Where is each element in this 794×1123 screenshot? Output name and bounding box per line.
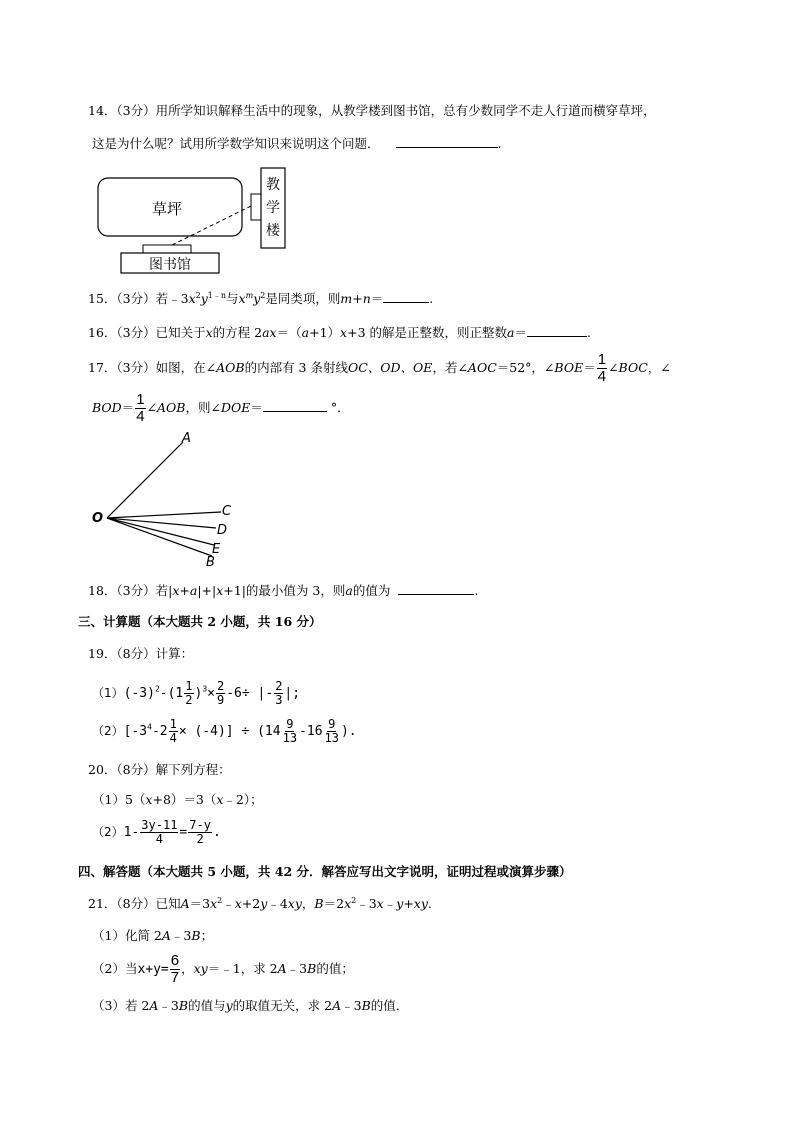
q21-var: A: [332, 998, 342, 1013]
q16-line: [88, 324, 591, 341]
q17-text: ，若∠: [432, 360, 468, 375]
q21-var: xy: [287, 896, 302, 911]
q19-part2: [92, 714, 357, 749]
q21-frac-num: 6: [170, 952, 180, 970]
point-b-label: B: [206, 555, 215, 568]
q21-exp: 2: [351, 895, 357, 905]
q19-fraction: [274, 680, 283, 706]
q19-expr: -6÷ |-: [226, 686, 274, 701]
q17-angle-name: AOC: [467, 360, 497, 375]
q21-var: y: [396, 896, 404, 911]
q21-var: B: [314, 896, 324, 911]
q21-text: ＝3: [189, 896, 211, 911]
q17-text: 17．（3分）如图，在∠: [88, 360, 217, 375]
q21-text: ，: [301, 896, 315, 911]
q21-var: B: [191, 928, 201, 943]
q21-p2-text: ，: [181, 961, 194, 976]
q17-angle-name: AOB: [157, 400, 186, 415]
ray-ob: [107, 518, 212, 556]
q19-frac-den: 13: [324, 731, 339, 745]
building-door: [251, 194, 261, 220]
q18-end: .: [474, 583, 479, 598]
q20-part2: [92, 815, 221, 850]
q20-expr: =: [179, 825, 188, 840]
q21-p2-text: ﹣3: [286, 961, 308, 976]
q17-angle-symbol: ∠: [608, 360, 619, 375]
q15-answer-blank[interactable]: [383, 290, 429, 303]
q21-line: [88, 896, 432, 912]
q20-p2-label: （2）: [92, 825, 124, 839]
point-a-label: A: [182, 431, 191, 446]
q15-var: y: [200, 291, 208, 306]
q21-p3-text: 的取值无关，求 2: [232, 998, 333, 1013]
q17-frac-den: 4: [597, 368, 607, 385]
q17-text: ＝52°，∠: [496, 360, 555, 375]
q19-exp: 4: [147, 722, 152, 732]
q19-expr: -(1: [159, 686, 184, 701]
q21-p3-text: ﹣3: [158, 998, 179, 1013]
point-d-label: D: [217, 523, 228, 538]
ray-oc: [107, 512, 221, 518]
q20-expr: .: [212, 825, 221, 840]
shortcut-path: [172, 206, 251, 245]
q14-figure: [92, 162, 292, 278]
q21-var: A: [180, 896, 190, 911]
q20-part1: [92, 792, 263, 808]
q19-frac-num: 9: [286, 717, 294, 732]
q20-frac-num: 7-y: [189, 818, 211, 833]
q19-frac-num: 1: [185, 679, 193, 694]
q14-text1: 14．（3分）用所学知识解释生活中的现象，从教学楼到图书馆，总有少数同学不走人行道而横穿草坪，: [88, 103, 656, 118]
point-e-label: E: [212, 542, 221, 557]
q15-line: [88, 290, 433, 307]
q21-var: A: [149, 998, 159, 1013]
q15-end: .: [429, 291, 434, 306]
q17-fraction-2: [135, 392, 145, 425]
q20-expr: 1-: [123, 825, 140, 840]
q21-text: +2: [241, 896, 261, 911]
q19-frac-num: 1: [169, 717, 177, 732]
q20-p1-text: （1）5（: [92, 792, 146, 807]
q17-eq: ＝: [121, 400, 135, 415]
q17-answer-blank[interactable]: [263, 399, 327, 412]
q16-text: 的方程 2: [212, 325, 263, 340]
q17-angle-name: BOE: [554, 360, 584, 375]
q16-eq: ＝: [514, 325, 527, 340]
q17-text: ，∠: [647, 360, 671, 375]
q19-p1-label: （1）: [92, 686, 124, 700]
q21-var: xy: [193, 961, 208, 976]
q20-fraction: [188, 819, 212, 845]
q20-p1-text: +8）＝3（: [152, 792, 217, 807]
ray-od: [107, 518, 216, 528]
q21-var: x: [234, 896, 242, 911]
q21-var: xy: [413, 896, 428, 911]
building-char-3: 楼: [266, 223, 280, 239]
q18-prefix: 18．（3分）若|: [88, 583, 173, 598]
q21-var: B: [307, 961, 317, 976]
q15-eq: ＝: [370, 291, 384, 306]
q19-frac-den: 2: [185, 693, 193, 707]
q17-angle-name: DOE: [220, 400, 251, 415]
q17-eq: ＝: [583, 360, 596, 375]
q17-angle-symbol: ∠: [146, 400, 158, 415]
q21-p2-text: （2）当: [92, 961, 138, 976]
q19-fraction: [282, 718, 298, 744]
q18-var: x: [216, 583, 224, 598]
q21-part3: [92, 998, 408, 1014]
q14-line2: [92, 135, 501, 152]
q21-var: y: [225, 998, 233, 1013]
q21-p1-text: （1）化简 2: [92, 928, 162, 943]
q21-var: A: [161, 928, 171, 943]
q17-frac-den: 4: [136, 408, 145, 425]
q17-angle-name: BOC: [618, 360, 648, 375]
q15-prefix: 15．（3分）若﹣3: [88, 291, 189, 306]
q21-part1: [92, 928, 213, 944]
point-o-label: O: [92, 511, 104, 526]
q21-text: 21．（8分）已知: [88, 896, 181, 911]
q19-expr: ×: [207, 686, 215, 701]
q20-var: x: [216, 792, 224, 807]
q17-line2: [92, 389, 350, 427]
q19-expr: ).: [340, 724, 357, 739]
q16-end: .: [586, 325, 591, 340]
q15-var: x: [238, 291, 246, 306]
q21-p3-text: （3）若 2: [92, 998, 150, 1013]
q16-var: x: [205, 325, 213, 340]
q21-var: x: [376, 896, 384, 911]
q15-exp: 2: [260, 290, 266, 300]
q16-answer-blank[interactable]: [527, 324, 587, 337]
q18-var: a: [345, 583, 353, 598]
q18-var: x: [172, 583, 180, 598]
building-char-1: 教: [266, 177, 280, 193]
q16-text: +3 的解是正整数，则正整数: [347, 325, 507, 340]
q17-angle-name: AOB: [216, 360, 245, 375]
q20-title: 20．（8分）解下列方程：: [88, 762, 231, 777]
q19-exp: 3: [202, 684, 208, 694]
q20-p1-text: ﹣2）；: [223, 792, 263, 807]
q19-part1: [92, 676, 300, 711]
q14-line1: [88, 103, 656, 119]
q19-frac-num: 2: [216, 679, 225, 694]
q21-text: ＝2: [323, 896, 345, 911]
q21-p3-text: 的值．: [370, 998, 409, 1013]
q16-var: a: [301, 325, 310, 340]
q21-var: x: [344, 896, 352, 911]
q21-text: ﹣4: [267, 896, 288, 911]
q14-end: .: [497, 136, 502, 151]
q19-frac-den: 9: [216, 693, 225, 707]
point-c-label: C: [222, 504, 232, 519]
q20-var: x: [145, 792, 153, 807]
q15-var: x: [188, 291, 196, 306]
q17-degree: °．: [330, 400, 350, 415]
q21-p3-text: 的值与: [188, 998, 226, 1013]
q15-expr: m+n: [340, 291, 371, 306]
building-char-2: 学: [266, 200, 280, 216]
library-entrance: [143, 245, 191, 253]
q15-exp: 1﹣n: [207, 290, 227, 300]
q17-frac-num: 1: [136, 391, 145, 409]
q20-frac-num: 3y-11: [141, 818, 178, 833]
q21-frac-den: 7: [170, 969, 180, 986]
q21-p2-text: 的值；: [316, 961, 354, 976]
q21-var: x: [210, 896, 218, 911]
q16-text: ＝（: [276, 325, 302, 340]
q19-expr: (-3): [123, 686, 155, 701]
q14-answer-blank[interactable]: [396, 135, 498, 148]
q15-var: y: [253, 291, 261, 306]
q21-exp: 2: [217, 895, 223, 905]
q19-frac-den: 13: [282, 731, 298, 745]
q18-answer-blank[interactable]: [398, 582, 474, 595]
q19-expr: -16: [299, 724, 323, 739]
q18-text: 的值为: [352, 583, 391, 598]
ray-oa: [107, 442, 183, 518]
q19-title: 19．（8分）计算：: [88, 646, 194, 661]
q19-fraction: [324, 718, 340, 744]
q15-mid: 是同类项，则: [265, 291, 341, 306]
q21-text: ﹣: [383, 896, 397, 911]
lawn-label: 草坪: [151, 200, 183, 218]
q17-line1: [88, 349, 671, 387]
section-3-heading: 三、计算题（本大题共 2 小题，共 16 分）: [78, 614, 322, 629]
q14-text2: 这是为什么呢？试用所学数学知识来说明这个问题．: [92, 136, 380, 151]
q21-text: ﹣: [222, 896, 235, 911]
q19-frac-num: 2: [275, 679, 283, 694]
q18-text: |+|: [197, 583, 217, 598]
q19-expr: × (-4)] ÷ (14: [178, 724, 281, 739]
q15-exp: 2: [195, 290, 201, 300]
library-label: 图书馆: [149, 257, 191, 273]
q21-text: .: [427, 896, 432, 911]
q19-expr: |;: [284, 686, 301, 701]
q19-expr: -2: [151, 724, 168, 739]
q21-var: B: [361, 998, 371, 1013]
q16-text: +1）: [309, 325, 341, 340]
q21-fraction: [170, 953, 180, 986]
q16-prefix: 16．（3分）已知关于: [88, 325, 206, 340]
q15-exp: m: [245, 290, 254, 300]
q18-text: +: [179, 583, 190, 598]
q19-frac-num: 9: [328, 717, 336, 732]
q21-var: y: [260, 896, 268, 911]
q21-p1-text: ﹣3: [170, 928, 192, 943]
q16-var: ax: [262, 325, 277, 340]
q17-text: ，则∠: [185, 400, 221, 415]
q21-p3-text: ﹣3: [341, 998, 362, 1013]
q19-fraction: [184, 680, 193, 706]
q19-fraction: [169, 718, 178, 744]
q16-var: x: [340, 325, 348, 340]
section-4-heading: 四、解答题（本大题共 5 小题，共 42 分．解答应写出文字说明，证明过程或演算步骤）: [78, 864, 572, 879]
q21-text: +: [403, 896, 414, 911]
q19-frac-den: 4: [169, 731, 177, 745]
q21-p2-text: ＝﹣1，求 2: [207, 961, 278, 976]
q16-var: a: [507, 325, 515, 340]
q21-text: ﹣3: [356, 896, 377, 911]
q21-part2: [92, 952, 354, 987]
q17-text: 的内部有 3 条射线: [244, 360, 348, 375]
q19-p2-label: （2）: [92, 724, 124, 738]
q18-var: a: [189, 583, 198, 598]
q19-frac-den: 3: [275, 693, 283, 707]
q19-exp: 2: [154, 684, 160, 694]
q17-eq: ＝: [250, 400, 263, 415]
q17-rays: OC、OD、OE: [347, 360, 433, 375]
q19-expr: ): [194, 686, 203, 701]
q21-p1-text: ；: [200, 928, 214, 943]
q21-var: B: [178, 998, 189, 1013]
q20-fraction: [140, 819, 178, 845]
q20-frac-den: 4: [155, 832, 163, 846]
q20-frac-den: 2: [196, 832, 204, 846]
q19-expr: [-3: [123, 724, 148, 739]
q19-fraction: [216, 680, 225, 706]
q17-fraction: [597, 352, 607, 385]
q18-line: [88, 582, 478, 599]
q21-var: A: [277, 961, 287, 976]
q21-p2-expr: x+y=: [137, 962, 169, 977]
q17-figure: [88, 428, 238, 568]
q18-text: +1|的最小值为 3，则: [223, 583, 346, 598]
q17-angle-name: BOD: [92, 400, 122, 415]
ray-oe: [107, 518, 214, 545]
q17-frac-num: 1: [597, 351, 607, 369]
q15-with: 与: [226, 291, 239, 306]
